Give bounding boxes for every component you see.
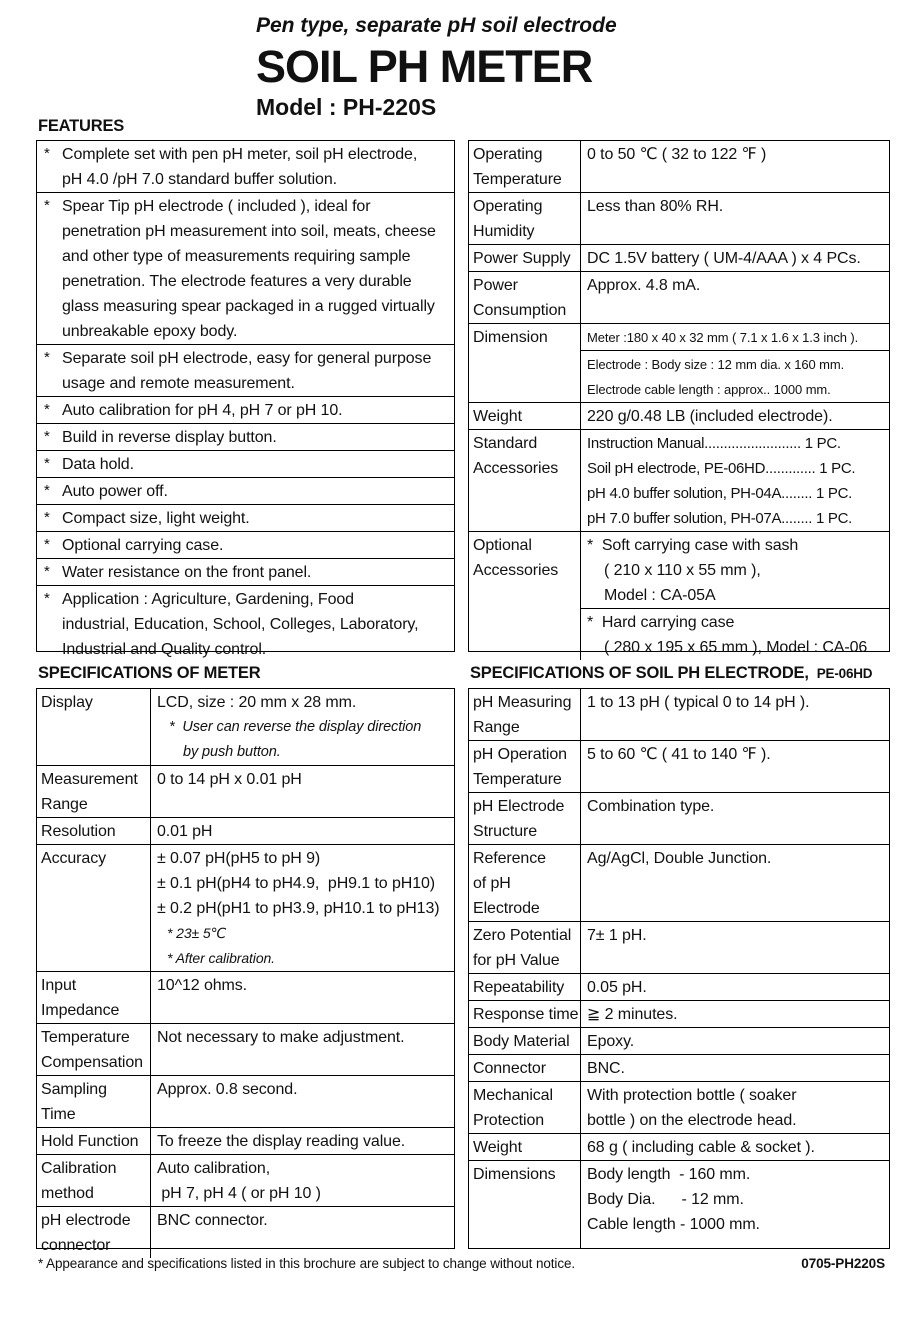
spec-value-line: 68 g ( including cable & socket ). — [587, 1139, 815, 1156]
spec-value-line: * After calibration. — [167, 950, 275, 966]
feature-line: penetration pH measurement into soil, meats, cheese — [62, 223, 436, 240]
spec-label-line: Input — [41, 977, 77, 994]
spec-value — [581, 689, 889, 740]
spec-subcell — [581, 245, 889, 271]
spec-value — [151, 689, 454, 765]
spec-subcell — [581, 1082, 889, 1133]
feature-line: Optional carrying case. — [62, 537, 224, 554]
spec-row — [37, 1207, 454, 1258]
spec-row — [469, 741, 889, 793]
feature-row — [37, 532, 454, 559]
spec-row — [37, 766, 454, 818]
spec-label-line: Weight — [473, 408, 522, 425]
spec-subcell — [581, 974, 889, 1000]
features-heading: FEATURES — [38, 117, 125, 135]
spec-label — [469, 793, 581, 844]
spec-label-line: Zero Potential — [473, 927, 572, 944]
spec-subcell — [581, 141, 889, 192]
spec-row — [469, 1028, 889, 1055]
spec-label — [37, 1207, 151, 1258]
feature-line: Complete set with pen pH meter, soil pH electrode, — [62, 146, 418, 163]
spec-value-line: ± 0.07 pH(pH5 to pH 9) — [157, 850, 321, 867]
spec-value-line: ( 280 x 195 x 65 mm ), Model : CA-06 — [604, 639, 868, 656]
spec-value-line: Auto calibration, — [157, 1160, 271, 1177]
spec-value — [581, 922, 889, 973]
feature-text — [62, 452, 450, 477]
spec-subcell — [581, 922, 889, 973]
spec-value-line: by push button. — [183, 744, 281, 760]
spec-value-line: DC 1.5V battery ( UM-4/AAA ) x 4 PCs. — [587, 250, 861, 267]
spec-label-line: Standard — [473, 435, 538, 452]
spec-value — [581, 532, 889, 660]
spec-label-line: Reference — [473, 850, 546, 867]
feature-text — [62, 142, 450, 192]
spec-value-line: 0.01 pH — [157, 823, 213, 840]
spec-value-line: 10^12 ohms. — [157, 977, 248, 994]
spec-row — [37, 845, 454, 972]
spec-label — [469, 1161, 581, 1248]
spec-subcell — [151, 766, 454, 817]
spec-value — [151, 818, 454, 844]
spec-subcell — [151, 845, 454, 971]
electrode-specs-heading — [470, 664, 872, 683]
electrode-model-code: PE-06HD — [816, 666, 873, 681]
electrode-specs-table — [468, 688, 890, 1249]
spec-value-line: Ag/AgCl, Double Junction. — [587, 850, 772, 867]
spec-subcell — [151, 818, 454, 844]
features-table — [36, 140, 455, 658]
feature-line: Build in reverse display button. — [62, 429, 277, 446]
feature-text — [62, 425, 450, 450]
feature-text — [62, 194, 450, 344]
spec-label-line: Accuracy — [41, 850, 106, 867]
spec-label — [469, 193, 581, 244]
spec-value — [581, 1082, 889, 1133]
feature-line: Auto power off. — [62, 483, 168, 500]
spec-row — [469, 193, 889, 245]
spec-label — [469, 922, 581, 973]
spec-subcell — [581, 845, 889, 921]
spec-value-line: Approx. 0.8 second. — [157, 1081, 298, 1098]
spec-label — [37, 689, 151, 765]
spec-label-line: Operating — [473, 198, 543, 215]
spec-value — [581, 1055, 889, 1081]
spec-row — [469, 1161, 889, 1248]
spec-row — [469, 403, 889, 430]
spec-value-line: 0.05 pH. — [587, 979, 647, 996]
spec-label — [469, 532, 581, 660]
spec-label — [469, 403, 581, 429]
spec-value — [581, 1028, 889, 1054]
spec-label-line: pH Electrode — [473, 798, 565, 815]
spec-value-line: Body length - 160 mm. — [587, 1166, 751, 1183]
spec-subcell — [581, 403, 889, 429]
spec-value — [151, 766, 454, 817]
feature-line: Separate soil pH electrode, easy for general purpose — [62, 350, 432, 367]
spec-subcell — [581, 193, 889, 244]
spec-value — [151, 1128, 454, 1154]
feature-line: Industrial and Quality control. — [62, 641, 267, 658]
spec-label-line: Power — [473, 277, 518, 294]
spec-label — [37, 1024, 151, 1075]
spec-value — [581, 741, 889, 792]
spec-value — [581, 974, 889, 1000]
spec-label-line: Response time — [473, 1006, 579, 1023]
spec-value-line: Cable length - 1000 mm. — [587, 1216, 760, 1233]
spec-label-line: Time — [41, 1106, 76, 1123]
spec-value — [581, 193, 889, 244]
spec-value-line: * Hard carrying case — [587, 614, 735, 631]
spec-label-line: pH Operation — [473, 746, 567, 763]
feature-line: Water resistance on the front panel. — [62, 564, 312, 581]
bullet-asterisk: * — [44, 590, 50, 607]
spec-value-line: * 23± 5℃ — [167, 925, 227, 941]
spec-label — [37, 818, 151, 844]
feature-row — [37, 141, 454, 193]
spec-value — [151, 1207, 454, 1258]
feature-line: Spear Tip pH electrode ( included ), ideal for — [62, 198, 371, 215]
spec-row — [469, 793, 889, 845]
spec-label-line: Accessories — [473, 562, 559, 579]
spec-value-line: ± 0.1 pH(pH4 to pH4.9, pH9.1 to pH10) — [157, 875, 436, 892]
spec-row — [469, 272, 889, 324]
spec-label-line: Weight — [473, 1139, 522, 1156]
spec-value — [581, 403, 889, 429]
meter-specs-heading: SPECIFICATIONS OF METER — [38, 664, 261, 682]
spec-label — [469, 974, 581, 1000]
spec-value-line: 220 g/0.48 LB (included electrode). — [587, 408, 833, 425]
spec-value — [151, 972, 454, 1023]
feature-row — [37, 451, 454, 478]
spec-label-line: Connector — [473, 1060, 546, 1077]
spec-row — [469, 1001, 889, 1028]
feature-row — [37, 424, 454, 451]
feature-row — [37, 345, 454, 397]
spec-label — [469, 689, 581, 740]
spec-value-line: * Soft carrying case with sash — [587, 537, 799, 554]
spec-row — [37, 689, 454, 766]
spec-value-line: Not necessary to make adjustment. — [157, 1029, 405, 1046]
bullet-asterisk: * — [44, 401, 50, 418]
spec-label-line: Structure — [473, 823, 538, 840]
spec-row — [37, 1076, 454, 1128]
spec-label-line: Range — [41, 796, 88, 813]
spec-value-line: pH 7.0 buffer solution, PH-07A........ 1 PC. — [587, 510, 852, 527]
spec-value-line: LCD, size : 20 mm x 28 mm. — [157, 694, 357, 711]
spec-value — [581, 1134, 889, 1160]
spec-label — [37, 845, 151, 971]
feature-line: unbreakable epoxy body. — [62, 323, 238, 340]
spec-value-line: To freeze the display reading value. — [157, 1133, 406, 1150]
spec-label-line: Power Supply — [473, 250, 571, 267]
spec-subcell — [151, 689, 454, 765]
spec-value-line: Approx. 4.8 mA. — [587, 277, 701, 294]
bullet-asterisk: * — [44, 145, 50, 162]
spec-value — [581, 845, 889, 921]
spec-label — [469, 272, 581, 323]
spec-row — [37, 1128, 454, 1155]
spec-subcell — [581, 1134, 889, 1160]
document-subtitle: Pen type, separate pH soil electrode — [256, 14, 617, 37]
spec-row — [469, 141, 889, 193]
spec-value-line: Combination type. — [587, 798, 715, 815]
feature-line: pH 4.0 /pH 7.0 standard buffer solution. — [62, 171, 337, 188]
spec-value-line: 5 to 60 ℃ ( 41 to 140 ℉ ). — [587, 746, 771, 763]
spec-label-line: Accessories — [473, 460, 559, 477]
spec-label — [37, 766, 151, 817]
document-header — [256, 12, 617, 121]
feature-line: Application : Agriculture, Gardening, Food — [62, 591, 354, 608]
electrode-specs-heading-text: SPECIFICATIONS OF SOIL PH ELECTRODE, — [470, 664, 809, 682]
feature-text — [62, 398, 450, 423]
spec-row — [469, 922, 889, 974]
feature-row — [37, 559, 454, 586]
document-title: SOIL PH METER — [256, 41, 593, 92]
feature-line: and other type of measurements requiring sample — [62, 248, 411, 265]
spec-label-line: Operating — [473, 146, 543, 163]
spec-value-line: BNC. — [587, 1060, 625, 1077]
feature-text — [62, 587, 450, 662]
spec-value — [581, 1161, 889, 1248]
meter-specs-table — [36, 688, 455, 1254]
feature-line: usage and remote measurement. — [62, 375, 295, 392]
spec-label-line: Dimension — [473, 329, 548, 346]
spec-label-line: Compensation — [41, 1054, 143, 1071]
spec-row — [469, 1082, 889, 1134]
spec-label-line: Temperature — [41, 1029, 130, 1046]
spec-value — [581, 793, 889, 844]
feature-line: Data hold. — [62, 456, 134, 473]
spec-value-line: Model : CA-05A — [604, 587, 716, 604]
spec-row — [37, 1024, 454, 1076]
spec-subcell — [581, 608, 889, 660]
spec-label-line: method — [41, 1185, 94, 1202]
spec-row — [469, 845, 889, 922]
spec-label-line: of pH — [473, 875, 511, 892]
feature-text — [62, 560, 450, 585]
spec-value-line: With protection bottle ( soaker — [587, 1087, 797, 1104]
spec-row — [37, 1155, 454, 1207]
spec-row — [37, 818, 454, 845]
spec-value-line: ≧ 2 minutes. — [587, 1006, 678, 1023]
bullet-asterisk: * — [44, 428, 50, 445]
spec-value-line: 0 to 50 ℃ ( 32 to 122 ℉ ) — [587, 146, 767, 163]
spec-subcell — [581, 793, 889, 844]
spec-value — [151, 845, 454, 971]
spec-subcell — [581, 1161, 889, 1248]
spec-value-line: Soil pH electrode, PE-06HD............. 1 PC. — [587, 460, 856, 477]
spec-value-line: ( 210 x 110 x 55 mm ), — [604, 562, 761, 579]
spec-label — [37, 1128, 151, 1154]
bullet-asterisk: * — [44, 536, 50, 553]
general-specs-table — [468, 140, 890, 656]
spec-value-line: Epoxy. — [587, 1033, 635, 1050]
spec-value-line: 7± 1 pH. — [587, 927, 647, 944]
spec-label-line: Mechanical — [473, 1087, 553, 1104]
spec-value-line: BNC connector. — [157, 1212, 268, 1229]
spec-label-line: Humidity — [473, 223, 535, 240]
spec-value-line: ± 0.2 pH(pH1 to pH3.9, pH10.1 to pH13) — [157, 900, 440, 917]
spec-subcell — [581, 1055, 889, 1081]
spec-subcell — [581, 532, 889, 608]
spec-value-line: bottle ) on the electrode head. — [587, 1112, 797, 1129]
spec-label — [37, 972, 151, 1023]
spec-label-line: Measurement — [41, 771, 138, 788]
feature-row — [37, 586, 454, 662]
spec-row — [469, 974, 889, 1001]
spec-value-line: Body Dia. - 12 mm. — [587, 1191, 744, 1208]
spec-label-line: Display — [41, 694, 93, 711]
spec-value-line: pH 7, pH 4 ( or pH 10 ) — [157, 1185, 321, 1202]
feature-line: Compact size, light weight. — [62, 510, 250, 527]
spec-value — [581, 245, 889, 271]
spec-subcell — [151, 1207, 454, 1258]
feature-line: Auto calibration for pH 4, pH 7 or pH 10. — [62, 402, 343, 419]
spec-label — [469, 430, 581, 531]
spec-subcell — [581, 689, 889, 740]
spec-row — [469, 430, 889, 532]
spec-label — [469, 1055, 581, 1081]
spec-label-line: Hold Function — [41, 1133, 139, 1150]
spec-subcell — [581, 741, 889, 792]
spec-label — [469, 741, 581, 792]
spec-value-line: 0 to 14 pH x 0.01 pH — [157, 771, 302, 788]
spec-label-line: Consumption — [473, 302, 567, 319]
spec-label — [469, 1082, 581, 1133]
spec-label-line: Resolution — [41, 823, 116, 840]
spec-subcell — [151, 1128, 454, 1154]
feature-row — [37, 478, 454, 505]
spec-label-line: Repeatability — [473, 979, 565, 996]
bullet-asterisk: * — [44, 349, 50, 366]
feature-row — [37, 193, 454, 345]
spec-value — [151, 1155, 454, 1206]
spec-value-line: pH 4.0 buffer solution, PH-04A........ 1 PC. — [587, 485, 852, 502]
spec-value — [581, 324, 889, 402]
spec-label-line: Protection — [473, 1112, 545, 1129]
spec-label-line: Temperature — [473, 171, 562, 188]
spec-subcell — [581, 324, 889, 350]
bullet-asterisk: * — [44, 482, 50, 499]
feature-text — [62, 479, 450, 504]
spec-subcell — [581, 1001, 889, 1027]
spec-value-line: * User can reverse the display direction — [169, 719, 422, 735]
spec-row — [469, 245, 889, 272]
bullet-asterisk: * — [44, 455, 50, 472]
spec-subcell — [151, 1076, 454, 1127]
spec-label — [469, 845, 581, 921]
spec-row — [469, 689, 889, 741]
spec-value — [151, 1024, 454, 1075]
spec-value-line: Electrode cable length : approx.. 1000 mm. — [587, 382, 831, 397]
spec-label-line: Temperature — [473, 771, 562, 788]
spec-subcell — [151, 1024, 454, 1075]
spec-value-line: Electrode : Body size : 12 mm dia. x 160 mm. — [587, 357, 845, 372]
spec-subcell — [581, 350, 889, 402]
spec-row — [37, 972, 454, 1024]
spec-label — [469, 1028, 581, 1054]
spec-label — [469, 1134, 581, 1160]
spec-label — [469, 141, 581, 192]
spec-value — [581, 141, 889, 192]
feature-line: industrial, Education, School, Colleges, Laboratory, — [62, 616, 419, 633]
footer-document-code: 0705-PH220S — [801, 1256, 885, 1271]
spec-label-line: for pH Value — [473, 952, 560, 969]
spec-label-line: connector — [41, 1237, 111, 1254]
spec-value — [581, 430, 889, 531]
feature-line: penetration. The electrode features a very durable — [62, 273, 412, 290]
spec-label — [37, 1155, 151, 1206]
spec-label-line: Calibration — [41, 1160, 117, 1177]
spec-label-line: Dimensions — [473, 1166, 556, 1183]
spec-label-line: pH Measuring — [473, 694, 572, 711]
spec-value-line: 1 to 13 pH ( typical 0 to 14 pH ). — [587, 694, 810, 711]
bullet-asterisk: * — [44, 197, 50, 214]
spec-label-line: Range — [473, 719, 520, 736]
spec-subcell — [151, 972, 454, 1023]
footer-disclaimer: * Appearance and specifications listed in this brochure are subject to change without notice. — [38, 1256, 576, 1271]
feature-text — [62, 533, 450, 558]
spec-row — [469, 1055, 889, 1082]
spec-value — [581, 1001, 889, 1027]
spec-value-line: Less than 80% RH. — [587, 198, 724, 215]
spec-subcell — [581, 272, 889, 323]
spec-label — [469, 245, 581, 271]
spec-label-line: Sampling — [41, 1081, 107, 1098]
spec-label-line: Body Material — [473, 1033, 570, 1050]
spec-value — [151, 1076, 454, 1127]
spec-subcell — [581, 430, 889, 531]
bullet-asterisk: * — [44, 563, 50, 580]
spec-subcell — [151, 1155, 454, 1206]
spec-label-line: Electrode — [473, 900, 540, 917]
spec-label — [469, 1001, 581, 1027]
feature-text — [62, 346, 450, 396]
feature-row — [37, 505, 454, 532]
spec-row — [469, 532, 889, 660]
spec-row — [469, 1134, 889, 1161]
bullet-asterisk: * — [44, 509, 50, 526]
feature-row — [37, 397, 454, 424]
spec-value-line: Instruction Manual......................... 1 PC. — [587, 435, 841, 452]
model-number: Model : PH-220S — [256, 94, 437, 120]
feature-text — [62, 506, 450, 531]
spec-subcell — [581, 1028, 889, 1054]
spec-value-line: Meter :180 x 40 x 32 mm ( 7.1 x 1.6 x 1.3 inch ). — [587, 330, 859, 345]
spec-label — [469, 324, 581, 402]
spec-row — [469, 324, 889, 403]
spec-label-line: pH electrode — [41, 1212, 131, 1229]
spec-label — [37, 1076, 151, 1127]
spec-label-line: Impedance — [41, 1002, 120, 1019]
feature-line: glass measuring spear packaged in a rugged virtually — [62, 298, 435, 315]
spec-value — [581, 272, 889, 323]
spec-label-line: Optional — [473, 537, 532, 554]
